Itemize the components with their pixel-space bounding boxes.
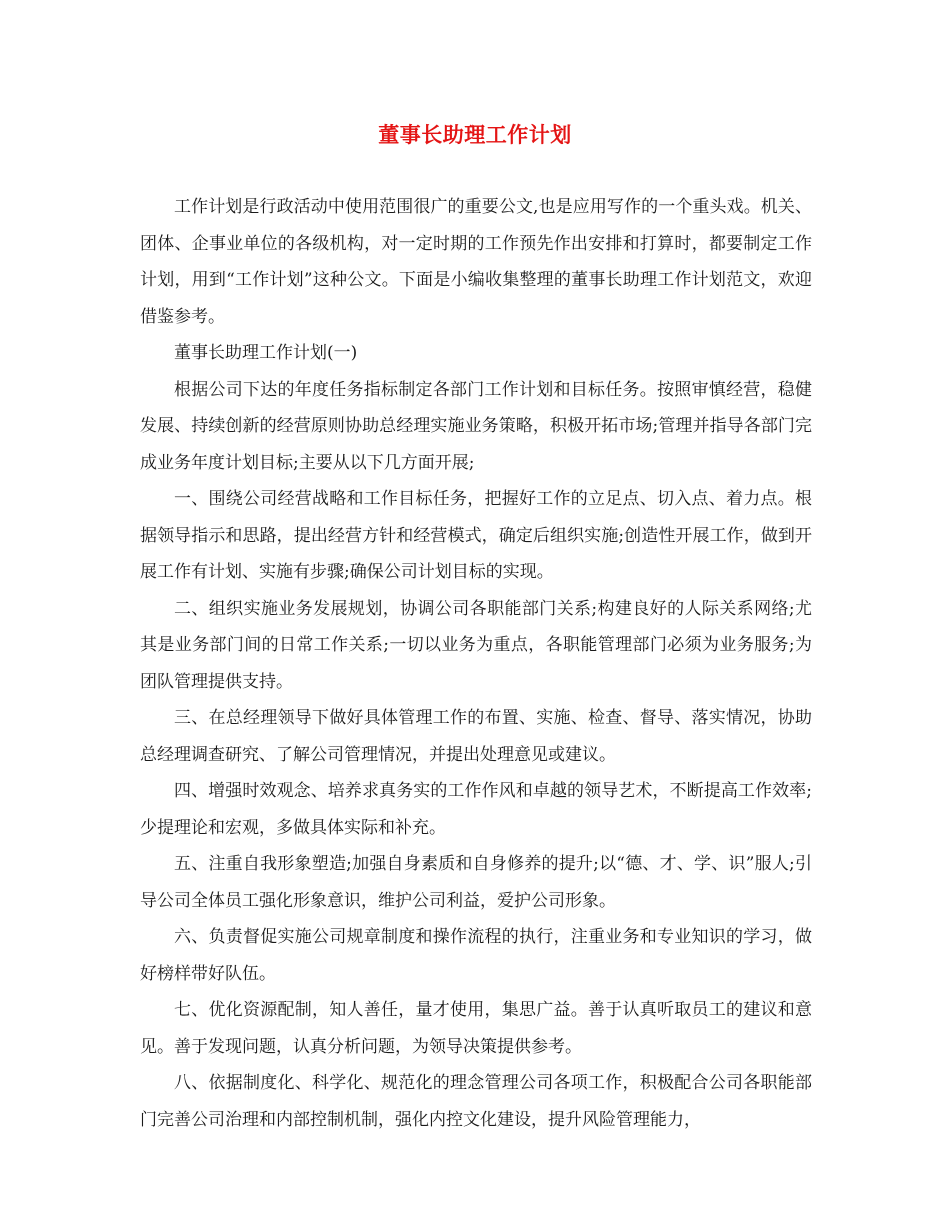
paragraph-item-4: 四、增强时效观念、培养求真务实的工作作风和卓越的领导艺术，不断提高工作效率;少提理论和宏观，多做具体实际和补充。 (140, 781, 812, 838)
paragraph-item-1: 一、围绕公司经营战略和工作目标任务，把握好工作的立足点、切入点、着力点。根据领导指示和思路，提出经营方针和经营模式，确定后组织实施;创造性开展工作，做到开展工作有计划、实施有步骤;确保公司计划目标的实现。 (140, 489, 812, 582)
paragraph-item-3: 三、在总经理领导下做好具体管理工作的布置、实施、检查、督导、落实情况，协助总经理调查研究、了解公司管理情况，并提出处理意见或建议。 (140, 708, 812, 765)
document-body (140, 189, 812, 1138)
paragraph-item-6: 六、负责督促实施公司规章制度和操作流程的执行，注重业务和专业知识的学习，做好榜样带好队伍。 (140, 927, 812, 984)
document-title: 董事长助理工作计划 (378, 122, 572, 147)
paragraph-intro: 工作计划是行政活动中使用范围很广的重要公文,也是应用写作的一个重头戏。机关、团体、企事业单位的各级机构，对一定时期的工作预先作出安排和打算时，都要制定工作计划，用到“工作计划”这种公文。下面是小编收集整理的董事长助理工作计划范文，欢迎借鉴参考。 (140, 197, 812, 327)
paragraph-section-heading: 董事长助理工作计划(一) (174, 343, 358, 363)
paragraph-item-2: 二、组织实施业务发展规划，协调公司各职能部门关系;构建良好的人际关系网络;尤其是业务部门间的日常工作关系;一切以业务为重点，各职能管理部门必须为业务服务;为团队管理提供支持。 (140, 598, 812, 692)
paragraph-overview: 根据公司下达的年度任务指标制定各部门工作计划和目标任务。按照审慎经营，稳健发展、持续创新的经营原则协助总经理实施业务策略，积极开拓市场;管理并指导各部门完成业务年度计划目标;主要从以下几方面开展; (140, 379, 812, 473)
paragraph-item-8: 八、依据制度化、科学化、规范化的理念管理公司各项工作，积极配合公司各职能部门完善公司治理和内部控制机制，强化内控文化建设，提升风险管理能力， (140, 1073, 812, 1130)
paragraph-item-7: 七、优化资源配制，知人善任，量才使用，集思广益。善于认真听取员工的建议和意见。善于发现问题，认真分析问题，为领导决策提供参考。 (140, 1000, 812, 1057)
paragraph-item-5: 五、注重自我形象塑造;加强自身素质和自身修养的提升;以“德、才、学、识”服人;引导公司全体员工强化形象意识，维护公司利益，爱护公司形象。 (140, 854, 812, 911)
